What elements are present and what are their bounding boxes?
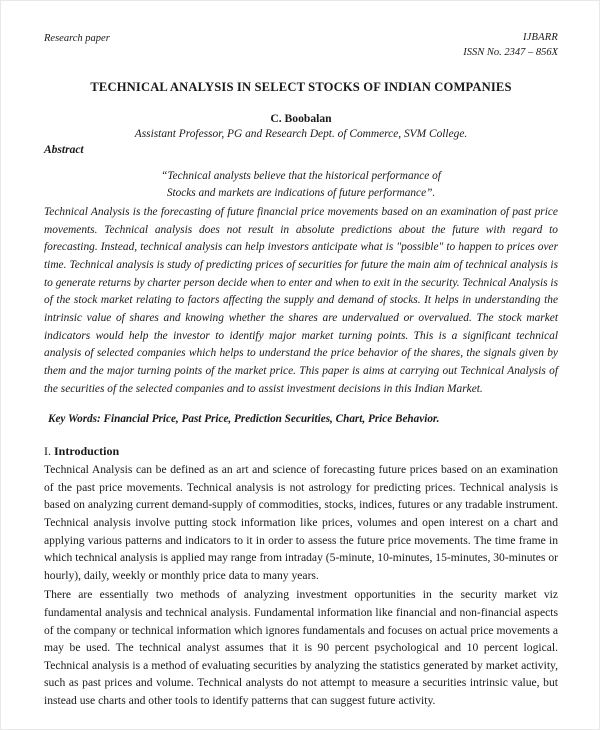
- issn-number: ISSN No. 2347 – 856X: [463, 47, 558, 59]
- abstract-label: Abstract: [44, 144, 84, 157]
- keywords-line: Key Words: Financial Price, Past Price, Prediction Securities, Chart, Price Behavior.: [48, 413, 440, 426]
- abstract-epigraph-line-2: Stocks and markets are indications of future performance”.: [166, 186, 436, 199]
- abstract-epigraph-line-1: “Technical analysts believe that the historical performance of: [161, 170, 441, 183]
- section-title: Introduction: [54, 444, 120, 459]
- abstract-epigraph: [44, 168, 558, 201]
- section-numeral: I.: [44, 444, 51, 459]
- introduction-paragraph-1: Technical Analysis can be defined as an art and science of forecasting future prices based on an examination of the past price movements. Technical analysis is not astrology for predicting prices. Technical analysis is based on analyzing current demand-supply of commodities, stocks, indices, futures or any tradable instrument. Technical analysis involve putting stock information like prices, volumes and open interest on a chart and applying various patterns and indicators to it in order to assess the future price movements. The time frame in which technical analysis is applied may range from intraday (5-minute, 10-minutes, 15-minutes, 30-minutes or hourly), daily, weekly or monthly price data to many years.: [44, 463, 558, 582]
- running-head-left-label: Research paper: [44, 33, 110, 44]
- running-head: [44, 31, 558, 59]
- section-heading-introduction: [44, 444, 558, 459]
- page-title: TECHNICAL ANALYSIS IN SELECT STOCKS OF INDIAN COMPANIES: [90, 80, 512, 95]
- abstract-body: Technical Analysis is the forecasting of future financial price movements based on an examination of past price movements. Technical analysis does not result in absolute predictions about the future with regard to forecasting. Instead, technical analysis can help investors anticipate what is "possible" to happen to prices over time. Technical analysis is study of predicting prices of securities for future the main aim of technical analysis is to generate returns by charter person decide when to enter and when to exit in the security. Technical Analysis is of the stock market relating to factors affecting the supply and demand of stocks. It helps in understanding the intrinsic value of shares and knowing whether the shares are undervalued or overvalued. The stock market indicators would help the investor to identify major market turning points. This is a significant technical analysis of selected companies which helps to understand the price behavior of the shares, the signals given by them and the major turning points of the market price. This paper is aims at carrying out Technical Analysis of the securities of the selected companies and to assist investment decisions in this Indian Market.: [44, 206, 558, 395]
- journal-abbreviation: IJBARR: [522, 32, 558, 43]
- author-name: C. Boobalan: [270, 112, 332, 126]
- introduction-paragraph-2: There are essentially two methods of analyzing investment opportunities in the security market viz fundamental analysis and technical analysis. Fundamental information like financial and non-financial aspects of the company or technical information which ignores fundamentals and focuses on actual price movements a may be used. The technical analyst assumes that it is 90 percent psychological and 10 percent logical. Technical analysis is a method of evaluating securities by analyzing the statistics generated by market activity, such as past prices and volume. Technical analysts do not attempt to measure a securities intrinsic value, but instead use charts and other tools to identify patterns that can suggest future activity.: [44, 588, 558, 707]
- running-head-right: [463, 31, 558, 59]
- author-affiliation: Assistant Professor, PG and Research Dept. of Commerce, SVM College.: [134, 128, 468, 141]
